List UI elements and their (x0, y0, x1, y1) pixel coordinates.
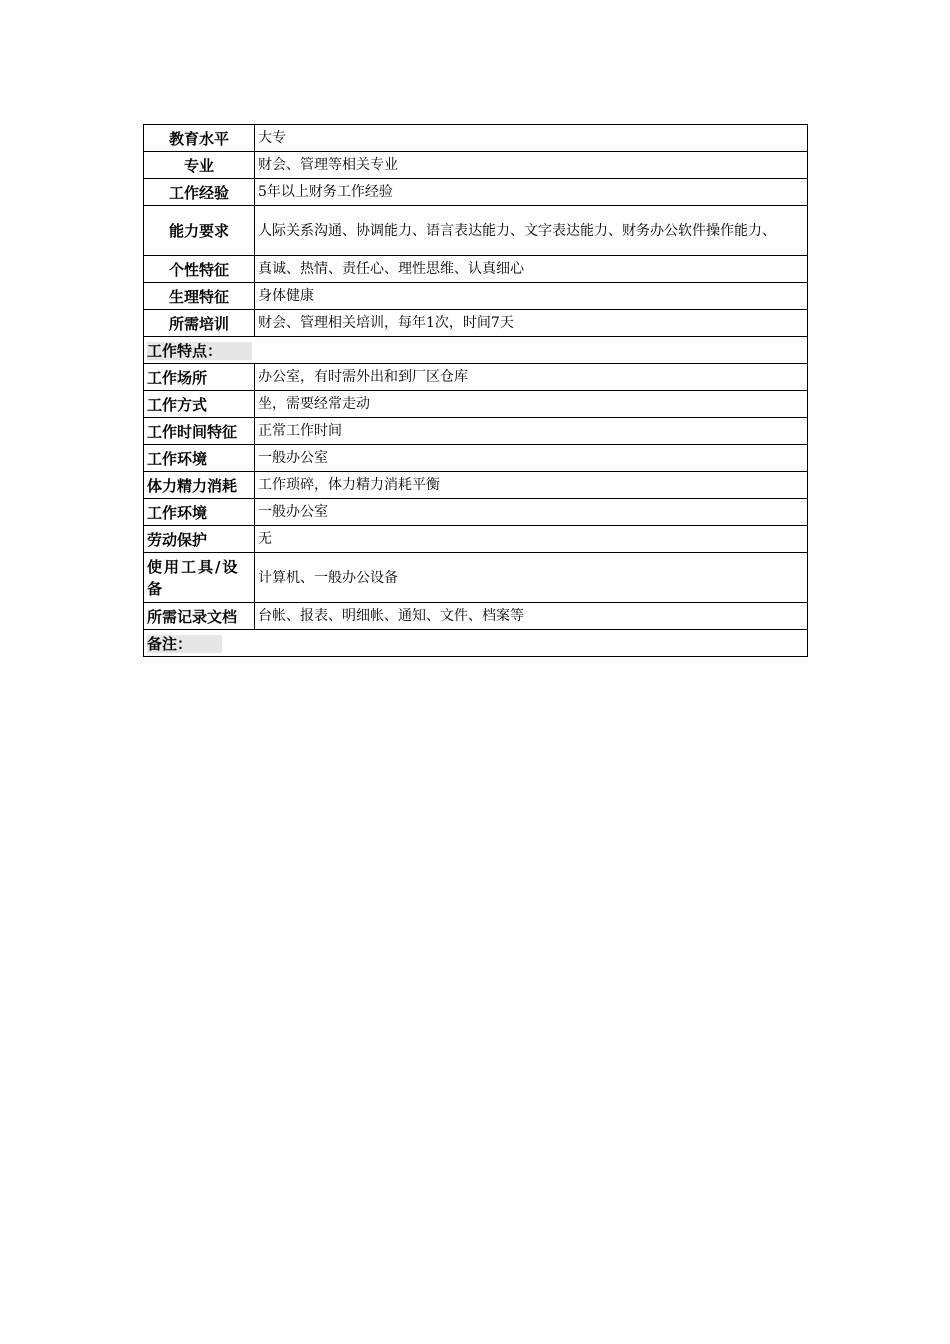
row-work-environment-2 (144, 499, 808, 526)
label-education: 教育水平 (144, 125, 255, 152)
row-energy-consumption (144, 472, 808, 499)
row-tools (144, 553, 808, 603)
value-work-hours: 正常工作时间 (255, 418, 808, 445)
value-workplace: 办公室，有时需外出和到厂区仓库 (255, 364, 808, 391)
row-documents (144, 603, 808, 630)
label-work-hours: 工作时间特征 (144, 418, 255, 445)
label-work-mode: 工作方式 (144, 391, 255, 418)
row-major (144, 152, 808, 179)
label-work-environment-2: 工作环境 (144, 499, 255, 526)
work-features-heading (144, 337, 808, 364)
value-abilities: 人际关系沟通、协调能力、语言表达能力、文字表达能力、财务办公软件操作能力、 (255, 206, 808, 256)
row-workplace (144, 364, 808, 391)
value-energy-consumption: 工作琐碎，体力精力消耗平衡 (255, 472, 808, 499)
value-training: 财会、管理相关培训，每年1次，时间7天 (255, 310, 808, 337)
label-major: 专业 (144, 152, 255, 179)
value-personality: 真诚、热情、责任心、理性思维、认真细心 (255, 256, 808, 283)
label-workplace: 工作场所 (144, 364, 255, 391)
label-physical: 生理特征 (144, 283, 255, 310)
row-education (144, 125, 808, 152)
remarks-heading (144, 630, 808, 657)
remarks-heading-text: 备注： (147, 635, 222, 653)
row-work-features-heading (144, 337, 808, 364)
label-tools: 使用工具/设备 (144, 553, 255, 603)
value-work-mode: 坐，需要经常走动 (255, 391, 808, 418)
value-documents: 台帐、报表、明细帐、通知、文件、档案等 (255, 603, 808, 630)
label-experience: 工作经验 (144, 179, 255, 206)
value-experience: 5年以上财务工作经验 (255, 179, 808, 206)
value-physical: 身体健康 (255, 283, 808, 310)
label-work-environment: 工作环境 (144, 445, 255, 472)
row-work-environment (144, 445, 808, 472)
label-training: 所需培训 (144, 310, 255, 337)
row-labor-protection (144, 526, 808, 553)
job-description-table (143, 124, 808, 657)
row-personality (144, 256, 808, 283)
value-education: 大专 (255, 125, 808, 152)
value-tools: 计算机、一般办公设备 (255, 553, 808, 603)
work-features-heading-text: 工作特点： (147, 342, 252, 360)
row-physical (144, 283, 808, 310)
row-experience (144, 179, 808, 206)
row-abilities (144, 206, 808, 256)
row-training (144, 310, 808, 337)
label-documents: 所需记录文档 (144, 603, 255, 630)
label-energy-consumption: 体力精力消耗 (144, 472, 255, 499)
label-personality: 个性特征 (144, 256, 255, 283)
value-major: 财会、管理等相关专业 (255, 152, 808, 179)
row-remarks (144, 630, 808, 657)
value-work-environment: 一般办公室 (255, 445, 808, 472)
row-work-mode (144, 391, 808, 418)
row-work-hours (144, 418, 808, 445)
value-work-environment-2: 一般办公室 (255, 499, 808, 526)
label-abilities: 能力要求 (144, 206, 255, 256)
value-labor-protection: 无 (255, 526, 808, 553)
label-labor-protection: 劳动保护 (144, 526, 255, 553)
